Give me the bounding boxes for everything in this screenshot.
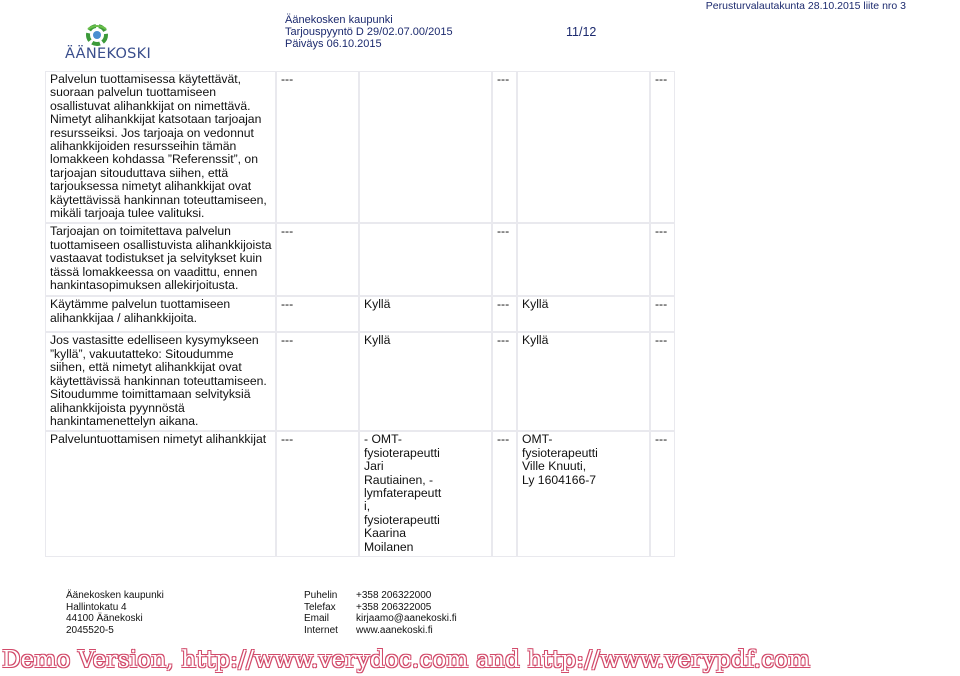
document-date: Päiväys 06.10.2015 [285, 38, 382, 50]
footer-contact-values [356, 590, 457, 636]
answer-cell: --- [493, 297, 516, 331]
answer-cell: Kyllä [360, 297, 491, 331]
board-reference: Perusturvalautakunta 28.10.2015 liite nro 3 [705, 0, 906, 12]
table-row [46, 432, 674, 556]
subcontractor-list-cell: OMT- fysioterapeutti Ville Knuuti, Ly 1604166-7 [518, 432, 649, 556]
answer-cell [518, 224, 649, 295]
question-cell: Jos vastasitte edelliseen kysymykseen ”kyllä”, vakuutatteko: Sitoudumme siihen, että nimetyt alihankkijat ovat käytettävissä hankinnan toteuttamiseen. Sitoudumme toimittamaan selvityksiä alihankkijoista pyynnöstä hankintamenettelyn aikana. [46, 333, 275, 430]
answer-cell [360, 224, 491, 295]
footer-line: Äänekosken kaupunki [66, 590, 164, 601]
question-cell: Palveluntuottamisen nimetyt alihankkijat [46, 432, 275, 556]
footer-address [66, 590, 164, 636]
table-row [46, 297, 674, 331]
answer-cell: --- [651, 72, 674, 222]
logo-wordmark: ÄÄNEKOSKI [65, 46, 152, 62]
answer-cell: --- [493, 224, 516, 295]
footer-label: Email [304, 613, 330, 624]
subcontractor-list-cell: - OMT- fysioterapeutti Jari Rautiainen, - lymfaterapeutt i, fysioterapeutti Kaarina Moilanen [360, 432, 491, 556]
table-row [46, 333, 674, 430]
table-row [46, 72, 674, 222]
answer-cell: --- [493, 333, 516, 430]
footer-contact-labels [304, 590, 338, 636]
logo-mark-icon [63, 24, 147, 48]
answer-cell: --- [651, 333, 674, 430]
question-cell: Tarjoajan on toimitettava palvelun tuottamiseen osallistuvista alihankkijoista vastaavat todistukset ja selvitykset kuin tässä lomakkeessa on vaadittu, ennen hankintasopimuksen allekirjoitusta. [46, 224, 275, 295]
subcontractor-table [44, 70, 676, 558]
footer-website: www.aanekoski.fi [356, 624, 433, 636]
question-cell: Käytämme palvelun tuottamiseen alihankkijaa / alihankkijoita. [46, 297, 275, 331]
document-header [285, 14, 453, 50]
answer-cell: --- [651, 297, 674, 331]
answer-cell: Kyllä [518, 297, 649, 331]
answer-cell [518, 72, 649, 222]
answer-cell: --- [493, 432, 516, 556]
answer-cell [360, 72, 491, 222]
answer-cell: --- [277, 72, 358, 222]
footer-label: Puhelin [304, 590, 338, 601]
answer-cell: Kyllä [518, 333, 649, 430]
footer-label: Telefax [304, 601, 336, 613]
table-row [46, 224, 674, 295]
answer-cell: --- [651, 432, 674, 556]
answer-cell: --- [277, 224, 358, 295]
answer-cell: Kyllä [360, 333, 491, 430]
footer-fax: +358 206322005 [356, 601, 432, 613]
footer-line: Hallintokatu 4 [66, 601, 127, 613]
footer-line: 2045520-5 [66, 624, 114, 636]
tender-reference: Tarjouspyyntö D 29/02.07.00/2015 [285, 26, 453, 38]
page-number: 11/12 [566, 25, 597, 39]
question-cell: Palvelun tuottamisessa käytettävät, suoraan palvelun tuottamiseen osallistuvat alihankkijat on nimettävä. Nimetyt alihankkijat katsotaan tarjoajan resursseiksi. Jos tarjoaja on vedonnut alihankkijoiden resursseihin tämän lomakkeen kohdassa ”Referenssit”, on tarjoajan sitouduttava siihen, että tarjouksessa nimetyt alihankkijat ovat käytettävissä hankinnan toteuttamiseen, mikäli tarjoaja tulee valituksi. [46, 72, 275, 222]
footer-email: kirjaamo@aanekoski.fi [356, 613, 457, 624]
city-logo [63, 24, 152, 62]
answer-cell: --- [277, 297, 358, 331]
footer-line: 44100 Äänekoski [66, 613, 143, 624]
footer-phone: +358 206322000 [356, 590, 432, 601]
demo-watermark: Demo Version, http://www.verydoc.com and http://www.verypdf.com [2, 647, 811, 673]
answer-cell: --- [277, 432, 358, 556]
answer-cell: --- [493, 72, 516, 222]
org-name: Äänekosken kaupunki [285, 14, 393, 26]
footer-label: Internet [304, 624, 338, 636]
answer-cell: --- [651, 224, 674, 295]
answer-cell: --- [277, 333, 358, 430]
